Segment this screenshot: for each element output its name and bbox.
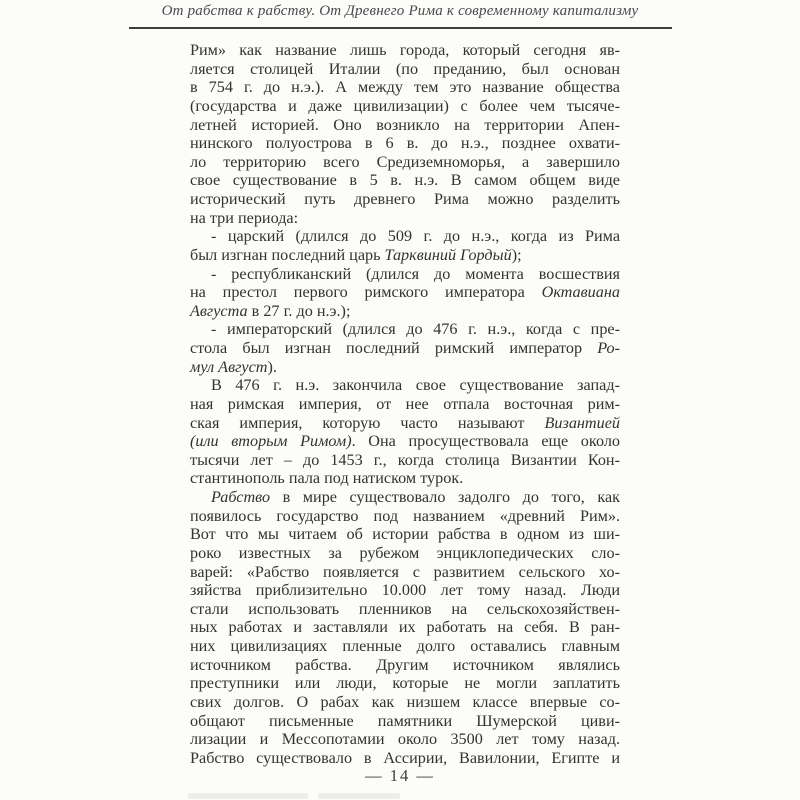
text-line [190, 451, 620, 470]
text-line [190, 563, 620, 582]
text-segment: - императорский (длился до 476 г. н.э., когда с пре- [211, 320, 620, 339]
text-line [190, 265, 620, 284]
text-segment: В 476 г. н.э. закончила свое существование запад- [211, 376, 620, 395]
text-line [190, 153, 620, 172]
italic-text-segment: Тарквиний Гордый [384, 245, 512, 264]
text-line [190, 190, 620, 209]
text-segment: в 754 г. до н.э.). А между тем это название общества [190, 78, 620, 97]
text-line [190, 544, 620, 563]
text-segment: стали использовать пленников на сельскохозяйствен- [190, 599, 620, 618]
text-line [190, 78, 620, 97]
text-segment: зяйства приблизительно 10.000 лет тому назад. Люди [190, 581, 620, 600]
scan-artifact [188, 793, 308, 799]
text-segment: ная римская империя, от нее отпала восточная рим- [190, 394, 620, 413]
text-line [190, 41, 620, 60]
text-segment: варей: «Рабство появляется с развитием сельского хо- [190, 562, 620, 581]
italic-text-segment: Рабство [211, 488, 271, 506]
text-line [190, 618, 620, 637]
text-line [190, 432, 620, 451]
text-segment: ляется столицей Италии (по преданию, был основан [190, 59, 620, 78]
text-segment: ло территорию всего Средиземноморья, а завершило [190, 152, 620, 171]
text-line [190, 674, 620, 693]
italic-text-segment: (или вторым Римом) [190, 432, 352, 451]
text-line [190, 97, 620, 116]
text-segment: них цивилизациях пленные долго оставались главным [190, 637, 620, 655]
text-line [190, 712, 620, 731]
text-line [190, 376, 620, 395]
text-segment: - царский (длился до 509 г. до н.э., когда из Рима [211, 227, 620, 246]
text-line [190, 637, 620, 656]
text-segment: - республиканский (длился до момента восшествия [211, 264, 620, 283]
text-line [190, 246, 620, 265]
text-segment: ных работах и заставляли их работать на себя. В ран- [190, 618, 620, 637]
text-segment: ская империя, которую часто называют [190, 413, 545, 432]
text-segment: ). [267, 357, 277, 376]
text-line [190, 600, 620, 619]
text-segment: исторический путь древнего Рима можно разделить [190, 190, 620, 208]
italic-text-segment: Августа [190, 301, 248, 320]
text-line [190, 525, 620, 544]
italic-text-segment: Византией [544, 413, 620, 432]
italic-text-segment: Ро- [597, 339, 620, 357]
text-segment: ); [511, 245, 522, 264]
header-rule [129, 27, 672, 29]
text-line [190, 488, 620, 507]
text-line [190, 116, 620, 135]
text-segment: на три периода: [190, 208, 299, 227]
text-line [190, 358, 620, 377]
text-line [190, 749, 620, 768]
text-segment: свих долгов. О рабах как низшем классе впервые со- [190, 692, 620, 711]
page-number: — 14 — [365, 766, 435, 785]
text-segment: источником рабства. Другим источником являлись [190, 655, 620, 674]
text-line [190, 171, 620, 190]
text-line [190, 134, 620, 153]
text-segment: стола был изгнан последний римский император [190, 339, 598, 357]
text-line [190, 507, 620, 526]
text-line [190, 693, 620, 712]
text-segment: (государства и даже цивилизации) с более чем тысяче- [190, 96, 620, 115]
text-segment: нинского полуострова в 6 в. до н.э., позднее охвати- [190, 134, 620, 153]
text-segment: в 27 г. до н.э.); [247, 301, 351, 320]
text-segment: Рабство существовало в Ассирии, Вавилонии, Египте и [190, 748, 620, 767]
text-segment: свое существование в 5 в. н.э. В самом общем виде [190, 171, 620, 190]
text-segment: Рим» как название лишь города, который сегодня яв- [190, 41, 620, 59]
text-line [190, 581, 620, 600]
text-segment: был изгнан последний царь [190, 245, 385, 264]
text-segment: на престол первого римского императора [190, 283, 542, 302]
text-line [190, 60, 620, 79]
scan-artifact [318, 793, 400, 799]
italic-text-segment: мул Август [190, 357, 268, 376]
running-header-title: От рабства к рабству. От Древнего Рима к современному капитализму [161, 3, 639, 19]
text-segment: роко известных за рубежом энциклопедических сло- [190, 543, 620, 562]
text-line [190, 302, 620, 321]
italic-text-segment: Октавиана [541, 283, 620, 302]
text-segment: стантинополь пала под натиском турок. [190, 469, 464, 488]
text-segment: преступники или люди, которые не могли заплатить [190, 674, 620, 693]
text-segment: летней историей. Оно возникло на территории Апен- [190, 115, 620, 134]
text-line [190, 656, 620, 675]
text-segment: Вот что мы читаем об истории рабства в одном из ши- [190, 525, 620, 544]
text-line [190, 395, 620, 414]
page-body [190, 41, 620, 767]
text-segment: тысячи лет – до 1453 г., когда столица Византии Кон- [190, 450, 620, 469]
text-line [190, 320, 620, 339]
text-line [190, 414, 620, 433]
text-segment: . Она просуществовала еще около [351, 432, 620, 451]
text-line [190, 209, 620, 228]
text-line [190, 730, 620, 749]
text-segment: лизации и Мессопотамии около 3500 лет тому назад. [190, 730, 620, 749]
text-line [190, 227, 620, 246]
text-segment: общают письменные памятники Шумерской циви- [190, 711, 620, 730]
text-segment: появилось государство под названием «древний Рим». [190, 506, 620, 525]
text-line [190, 339, 620, 358]
text-line [190, 469, 620, 488]
text-line [190, 283, 620, 302]
text-segment: в мире существовало задолго до того, как [270, 488, 620, 506]
